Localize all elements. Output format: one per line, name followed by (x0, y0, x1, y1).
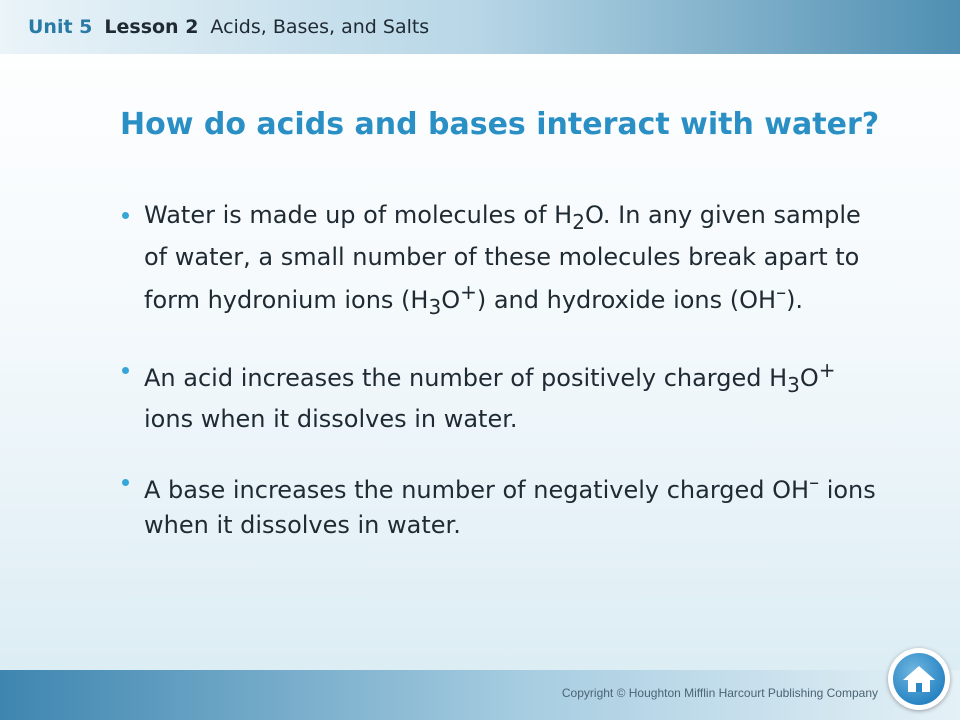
bullet-dot (122, 212, 129, 219)
slide-header (0, 0, 960, 54)
bullet-water-ions: Water is made up of molecules of $H_2O$. In any given sample of water, a small number of these molecules break apart to form hydronium ions $(H_3O^+)$ and hydroxide ions (OH–). (120, 198, 880, 325)
bullet-acid: An acid increases the number of positively charged $H_3O^+$ ions when it dissolves in water. (120, 353, 880, 438)
topic-label: Acids, Bases, and Salts (210, 16, 430, 38)
home-icon (902, 664, 936, 694)
slide-title: How do acids and bases interact with water? (120, 107, 880, 142)
bullet-list (120, 198, 880, 571)
copyright-text: Copyright © Houghton Mifflin Harcourt Publishing Company (561, 686, 878, 700)
unit-label: Unit 5 (28, 16, 93, 38)
lesson-label: Lesson 2 (104, 16, 199, 38)
bullet-dot (122, 367, 129, 374)
home-button[interactable] (888, 648, 950, 710)
bullet-base: A base increases the number of negatively charged OH– ions when it dissolves in water. (120, 465, 880, 543)
bullet-dot (122, 479, 129, 486)
